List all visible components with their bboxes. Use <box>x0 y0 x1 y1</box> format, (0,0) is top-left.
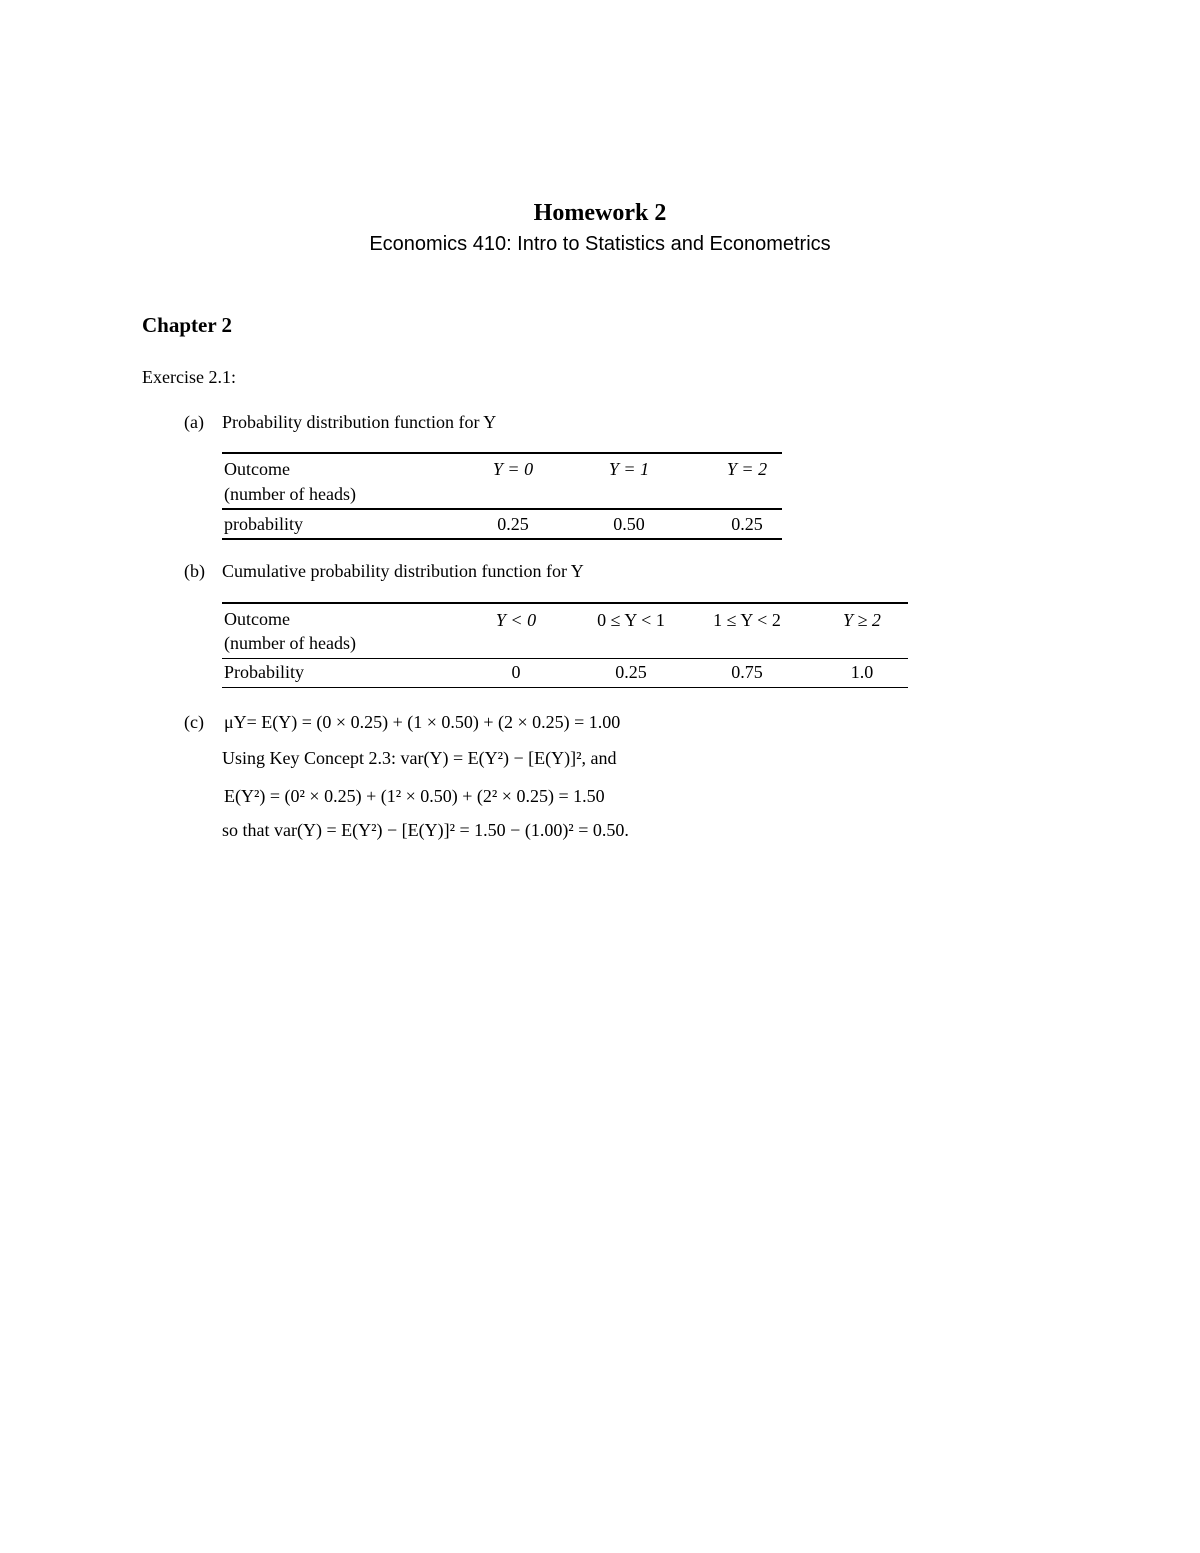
page-subtitle: Economics 410: Intro to Statistics and Econometrics <box>369 233 831 255</box>
table-b-value-2: 0.25 <box>615 662 647 682</box>
table-a-col-1: Y = 0 <box>492 459 534 479</box>
table-b-col-3: 1 ≤ Y < 2 <box>713 610 781 630</box>
table-b-col-2: 0 ≤ Y < 1 <box>597 610 665 630</box>
table-a-bottom-rule <box>222 538 782 540</box>
part-a-text: Probability distribution function for Y <box>222 412 497 432</box>
part-c-line-4: so that var(Y) = E(Y²) − [E(Y)]² = 1.50 − (1.00)² = 0.50. <box>222 820 629 840</box>
chapter-heading: Chapter 2 <box>142 313 233 337</box>
table-b-row-label: Probability <box>224 662 304 682</box>
part-c-line-2: Using Key Concept 2.3: var(Y) = E(Y²) − [E(Y)]², and <box>222 748 617 768</box>
table-a-value-1: 0.25 <box>497 514 529 534</box>
page-title: Homework 2 <box>533 200 667 226</box>
table-b-top-rule <box>222 602 908 604</box>
table-b-value-3: 0.75 <box>731 662 763 682</box>
table-b-mid-rule <box>222 658 908 659</box>
part-c-line-1: μY= E(Y) = (0 × 0.25) + (1 × 0.50) + (2 × 0.25) = 1.00 <box>224 712 621 732</box>
exercise-heading: Exercise 2.1: <box>142 367 236 387</box>
table-a-value-2: 0.50 <box>613 514 645 534</box>
table-b-header-sub: (number of heads) <box>224 633 356 653</box>
table-a-col-3: Y = 2 <box>726 459 768 479</box>
part-c-line-3: E(Y²) = (0² × 0.25) + (1² × 0.50) + (2² × 0.25) = 1.50 <box>224 786 605 806</box>
table-b-bottom-rule <box>222 687 908 688</box>
table-b-col-1: Y < 0 <box>495 610 537 630</box>
table-b-value-4: 1.0 <box>850 662 874 682</box>
part-c-label: (c) <box>184 712 204 732</box>
table-b-header-outcome: Outcome <box>224 609 290 629</box>
table-a-header-sub: (number of heads) <box>224 484 356 504</box>
table-a-header-outcome: Outcome <box>224 459 290 479</box>
table-a-col-2: Y = 1 <box>608 459 650 479</box>
table-a-top-rule <box>222 452 782 454</box>
table-a-mid-rule <box>222 508 782 510</box>
table-b-col-4: Y ≥ 2 <box>843 610 881 630</box>
table-b-value-1: 0 <box>511 662 521 682</box>
table-a-value-3: 0.25 <box>731 514 763 534</box>
part-b-text: Cumulative probability distribution function for Y <box>222 561 584 581</box>
part-b-label: (b) <box>184 561 205 581</box>
table-a-row-label: probability <box>224 514 303 534</box>
part-a-label: (a) <box>184 412 204 432</box>
